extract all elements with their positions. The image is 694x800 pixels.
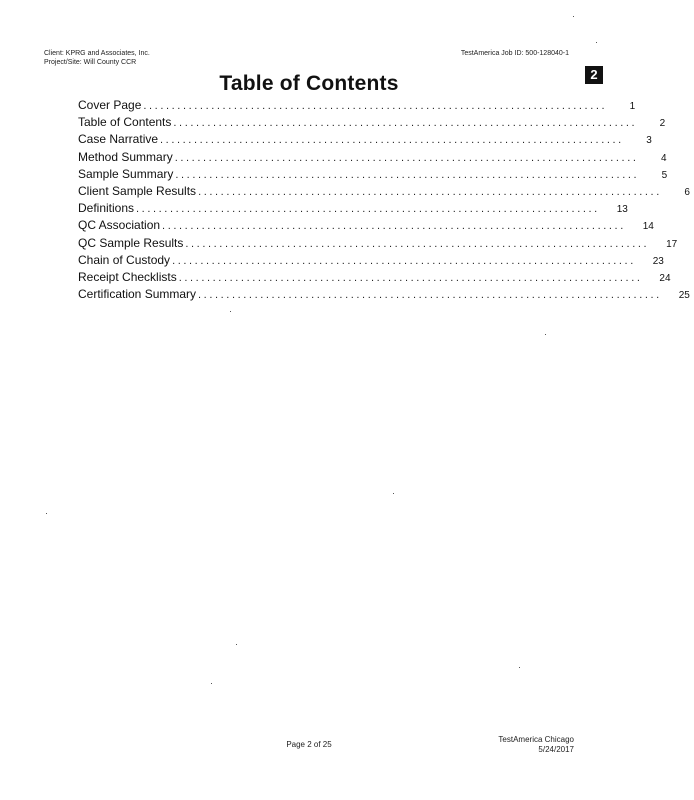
toc-label: QC Association: [78, 218, 161, 233]
scan-speck: [230, 311, 231, 312]
toc-label: Client Sample Results: [78, 183, 197, 198]
toc-entry-qc-association[interactable]: [78, 217, 654, 234]
scan-speck: [596, 42, 597, 43]
dot-leader: ..................................................................................: [160, 134, 624, 147]
toc-label: Certification Summary: [78, 287, 197, 302]
toc-entry-cover-page[interactable]: [78, 97, 636, 114]
dot-leader: ..................................................................................: [162, 220, 626, 233]
dot-leader: ..................................................................................: [198, 289, 662, 302]
scan-speck: [393, 493, 394, 494]
toc-page-number: 5: [661, 169, 668, 181]
dot-leader: ..................................................................................: [136, 203, 600, 216]
page-title: Table of Contents: [219, 72, 399, 95]
toc-entry-sample-summary[interactable]: [78, 166, 668, 183]
toc-label: Method Summary: [78, 149, 173, 164]
toc-label: Receipt Checklists: [78, 269, 177, 284]
scan-speck: [545, 334, 546, 335]
dot-leader: ..................................................................................: [185, 237, 650, 250]
toc-page-number: 25: [678, 290, 690, 302]
header-left: [44, 49, 150, 67]
scan-speck: [236, 644, 237, 645]
scan-speck: [573, 16, 574, 17]
toc-entry-chain-of-custody[interactable]: [78, 252, 664, 269]
toc-page-number: 6: [684, 186, 690, 198]
toc-entry-method-summary[interactable]: [78, 149, 667, 166]
scan-speck: [46, 513, 47, 514]
toc-entry-case-narrative[interactable]: [78, 131, 652, 148]
section-badge: 2: [585, 66, 603, 84]
toc-page-number: 24: [659, 272, 671, 284]
dot-leader: ..................................................................................: [143, 100, 608, 112]
toc-page-number: 13: [616, 204, 628, 216]
toc-label: Cover Page: [78, 98, 142, 112]
table-of-contents: [78, 97, 690, 303]
dot-leader: ..................................................................................: [178, 271, 643, 284]
job-id: TestAmerica Job ID: 500-128040-1: [460, 50, 569, 57]
toc-label: Sample Summary: [78, 166, 174, 181]
toc-entry-certification-summary[interactable]: [78, 286, 690, 303]
toc-entry-table-of-contents[interactable]: [78, 114, 666, 131]
toc-label: Chain of Custody: [78, 252, 171, 267]
toc-label: Table of Contents: [78, 115, 172, 130]
toc-page-number: 3: [646, 135, 652, 147]
toc-entry-qc-sample-results[interactable]: [78, 235, 678, 252]
dot-leader: ..................................................................................: [174, 151, 639, 164]
footer-right: [498, 735, 574, 755]
footer-lab-name: TestAmerica Chicago: [498, 735, 574, 744]
toc-page-number: 14: [642, 221, 654, 233]
client-name: Client: KPRG and Associates, Inc.: [44, 50, 150, 57]
header-right: [461, 49, 569, 58]
dot-leader: ..................................................................................: [173, 117, 638, 130]
toc-page-number: 2: [659, 118, 666, 130]
toc-entry-receipt-checklists[interactable]: [78, 269, 671, 286]
toc-label: Case Narrative: [78, 132, 159, 147]
scan-speck: [211, 683, 212, 684]
dot-leader: ..................................................................................: [198, 185, 662, 198]
dot-leader: ..................................................................................: [172, 254, 636, 267]
toc-label: Definitions: [78, 201, 135, 216]
project-site: Project/Site: Will County CCR: [44, 59, 137, 66]
footer-date: 5/24/2017: [538, 745, 574, 754]
toc-page-number: 23: [652, 255, 664, 267]
footer-page-number: Page 2 of 25: [286, 740, 332, 749]
toc-page-number: 4: [660, 152, 667, 164]
dot-leader: ..................................................................................: [175, 168, 640, 181]
toc-label: QC Sample Results: [78, 235, 184, 250]
toc-entry-definitions[interactable]: [78, 200, 628, 217]
toc-entry-client-sample-results[interactable]: [78, 183, 690, 200]
scan-speck: [519, 667, 520, 668]
toc-page-number: 1: [629, 101, 636, 112]
toc-page-number: 17: [666, 238, 678, 250]
